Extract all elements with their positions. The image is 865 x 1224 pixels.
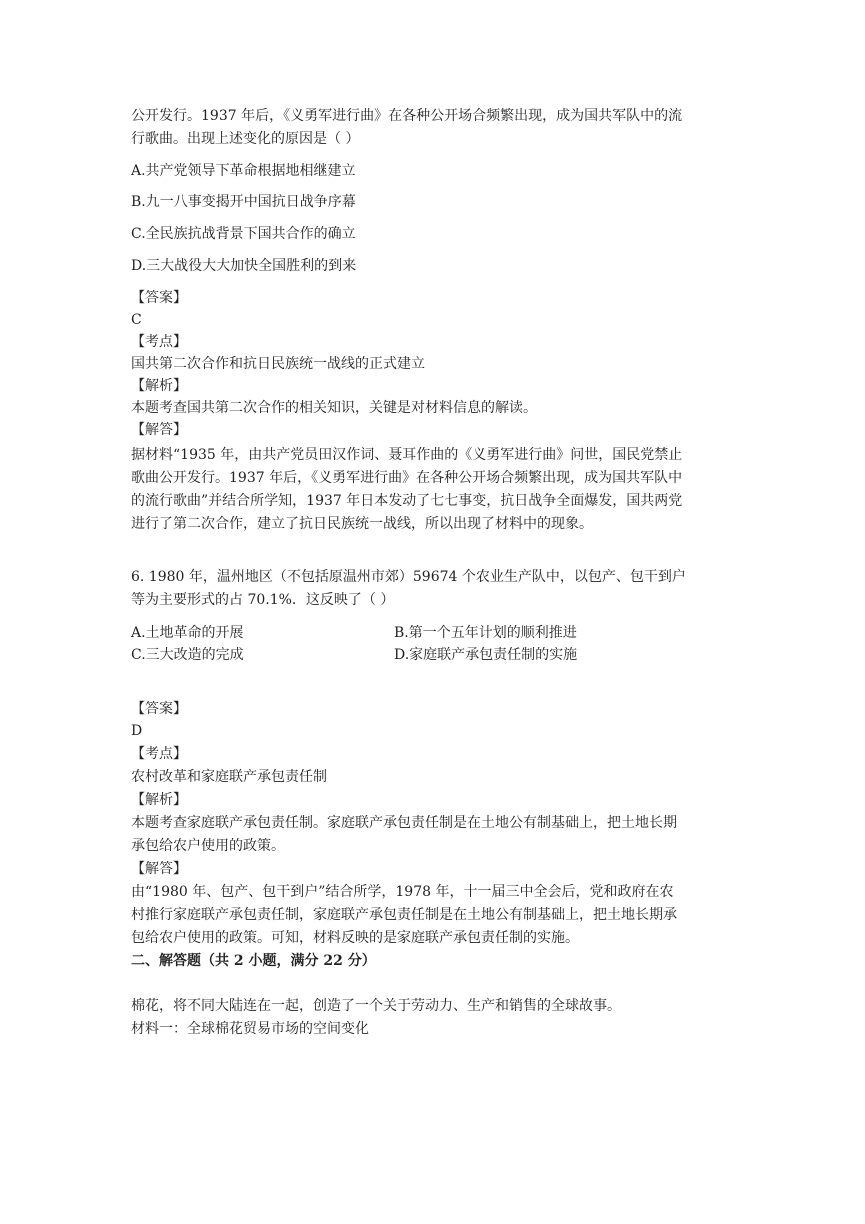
q5-answer-label: 【答案】 [131,290,187,306]
q6-option-c: C.三大改造的完成 [131,647,244,663]
q6-option-b: B.第一个五年计划的顺利推进 [394,625,577,641]
material-1-title: 材料一：全球棉花贸易市场的空间变化 [131,1021,369,1037]
q5-kaodian: 国共第二次合作和抗日民族统一战线的正式建立 [131,356,425,372]
q6-jieda-line: 由“1980 年、包产、包干到户”结合所学，1978 年，十一届三中全会后，党和政府在农 [131,884,674,900]
q5-jieda-line: 据材料“1935 年，由共产党员田汉作词、聂耳作曲的《义勇军进行曲》问世，国民党禁止 [131,447,683,463]
section-heading: 二、解答题（共 2 小题，满分 22 分） [131,953,376,969]
q5-stem-line: 行歌曲。出现上述变化的原因是（ ） [131,131,360,147]
q5-option-b: B.九一八事变揭开中国抗日战争序幕 [131,194,356,210]
q5-jieda-line: 进行了第二次合作，建立了抗日民族统一战线，所以出现了材料中的现象。 [131,516,593,532]
q6-stem-line: 6. 1980 年，温州地区（不包括原温州市郊）59674 个农业生产队中，以包产、包干到户 [131,569,686,585]
q5-jiexi: 本题考查国共第二次合作的相关知识，关键是对材料信息的解读。 [131,400,537,416]
q5-answer: C [131,312,142,328]
q5-jieda-line: 歌曲公开发行。1937 年后，《义勇军进行曲》在各种公开场合频繁出现，成为国共军队中 [131,470,683,486]
q5-jieda-line: 的流行歌曲”并结合所学知，1937 年日本发动了七七事变，抗日战争全面爆发，国共两党 [131,493,683,509]
q6-option-d: D.家庭联产承包责任制的实施 [394,647,578,663]
q5-option-c: C.全民族抗战背景下国共合作的确立 [131,226,356,242]
q6-answer-label: 【答案】 [131,701,187,717]
q6-jiexi-label: 【解析】 [131,792,187,808]
q5-jieda-label: 【解答】 [131,422,187,438]
q6-kaodian-label: 【考点】 [131,746,187,762]
q6-jiexi-line: 承包给农户使用的政策。 [131,838,285,854]
q5-option-d: D.三大战役大大加快全国胜利的到来 [131,258,357,274]
q5-option-a: A.共产党领导下革命根据地相继建立 [131,163,356,179]
q6-jieda-label: 【解答】 [131,861,187,877]
q6-option-a: A.土地革命的开展 [131,625,244,641]
q6-answer: D [131,723,143,739]
q6-stem-line: 等为主要形式的占 70.1%．这反映了（ ） [131,592,395,608]
q6-jiexi-line: 本题考查家庭联产承包责任制。家庭联产承包责任制是在土地公有制基础上，把土地长期 [131,815,677,831]
q6-jieda-line: 村推行家庭联产承包责任制，家庭联产承包责任制是在土地公有制基础上，把土地长期承 [131,907,677,923]
q5-jiexi-label: 【解析】 [131,378,187,394]
q6-kaodian: 农村改革和家庭联产承包责任制 [131,769,327,785]
q5-kaodian-label: 【考点】 [131,334,187,350]
q6-jieda-line: 包给农户使用的政策。可知，材料反映的是家庭联产承包责任制的实施。 [131,930,579,946]
q5-stem-line: 公开发行。1937 年后，《义勇军进行曲》在各种公开场合频繁出现，成为国共军队中的流 [131,108,683,124]
section-intro: 棉花，将不同大陆连在一起，创造了一个关于劳动力、生产和销售的全球故事。 [131,998,621,1014]
